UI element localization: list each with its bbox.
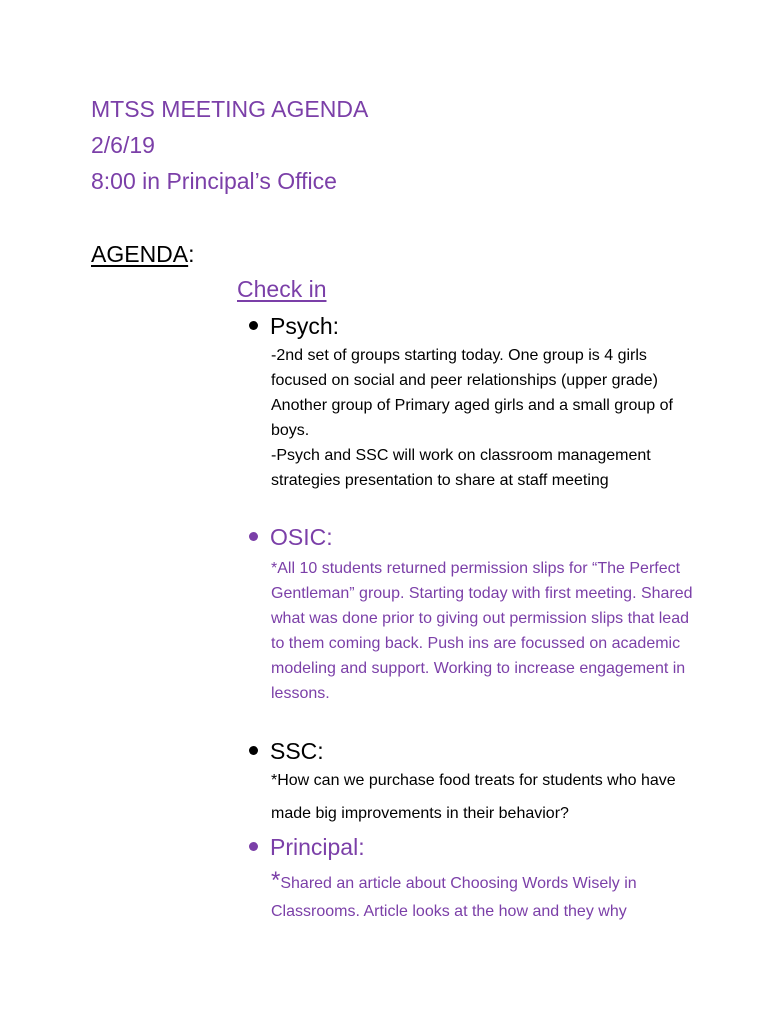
agenda-heading bbox=[91, 240, 195, 268]
principal-note-text: Shared an article about Choosing Words Wisely in Classrooms. Article looks at the how and they why bbox=[271, 875, 637, 920]
principal-star: * bbox=[271, 867, 281, 894]
psych-note-line: -2nd set of groups starting today. One group is 4 girls focused on social and peer relationships (upper grade) Another group of Primary aged girls and a small group of boys. bbox=[271, 347, 673, 439]
check-in-heading: Check in bbox=[237, 276, 327, 302]
ssc-notes bbox=[271, 764, 701, 830]
bullet-osic bbox=[249, 523, 333, 551]
bullet-ssc bbox=[249, 737, 324, 765]
bullet-principal bbox=[249, 833, 365, 861]
psych-notes bbox=[271, 343, 701, 493]
meeting-date: 2/6/19 bbox=[91, 132, 155, 158]
bullet-psych bbox=[249, 312, 339, 340]
psych-label: Psych: bbox=[270, 313, 340, 339]
osic-notes bbox=[271, 556, 701, 706]
ssc-note-text: *How can we purchase food treats for students who have made big improvements in their behavior? bbox=[271, 772, 676, 822]
principal-label: Principal: bbox=[270, 834, 365, 860]
ssc-label: SSC: bbox=[270, 738, 324, 764]
meeting-time-place: 8:00 in Principal’s Office bbox=[91, 168, 337, 194]
bullet-dot-icon bbox=[249, 532, 258, 541]
principal-notes bbox=[271, 867, 701, 926]
agenda-label: AGENDA bbox=[91, 241, 189, 267]
psych-note-line: -Psych and SSC will work on classroom management strategies presentation to share at staff meeting bbox=[271, 447, 651, 489]
agenda-colon: : bbox=[188, 241, 195, 267]
bullet-dot-icon bbox=[249, 842, 258, 851]
meeting-title: MTSS MEETING AGENDA bbox=[91, 96, 369, 122]
osic-note-text: *All 10 students returned permission slips for “The Perfect Gentleman” group. Starting today with first meeting. Shared what was done prior to giving out permission slips that lead to them coming back. Push ins are focussed on academic modeling and support. Working to increase engagement in lessons. bbox=[271, 560, 693, 702]
bullet-dot-icon bbox=[249, 321, 258, 330]
bullet-dot-icon bbox=[249, 746, 258, 755]
osic-label: OSIC: bbox=[270, 524, 333, 550]
